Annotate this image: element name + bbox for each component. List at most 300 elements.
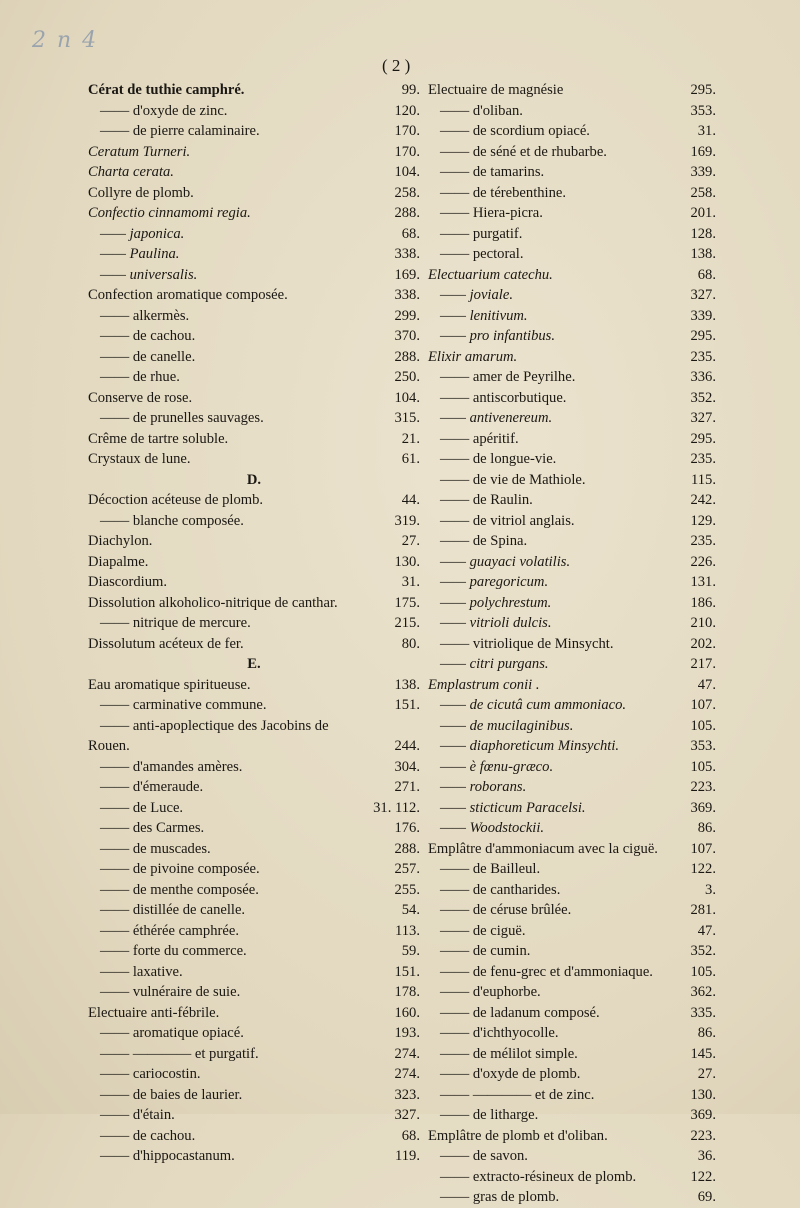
- index-entry: [428, 552, 716, 573]
- entry-title: —— nitrique de mercure.: [100, 615, 251, 631]
- index-entry: [428, 224, 716, 245]
- entry-page-ref: 274.: [394, 1045, 420, 1062]
- index-entry: [428, 183, 716, 204]
- entry-page-ref: 145.: [690, 1045, 716, 1062]
- index-entry: [88, 101, 420, 122]
- index-entry: [88, 839, 420, 860]
- index-entry: [88, 962, 420, 983]
- entry-title: —— pro infantibus.: [440, 328, 556, 344]
- entry-title: —— universalis.: [100, 266, 198, 283]
- index-entry: [428, 736, 716, 757]
- index-entry: [88, 1105, 420, 1126]
- entry-title: —— polychrestum.: [440, 594, 552, 611]
- index-entry: [88, 675, 420, 696]
- entry-title: —— de mélilot simple.: [440, 1045, 578, 1062]
- entry-title: Rouen.: [88, 738, 130, 754]
- entry-title: —— joviale.: [440, 287, 513, 303]
- index-entry: [428, 1064, 716, 1085]
- entry-title: E.: [247, 656, 261, 672]
- entry-title: Charta cerata.: [88, 164, 174, 180]
- entry-page-ref: 255.: [394, 881, 420, 898]
- entry-title: —— apéritif.: [440, 430, 519, 447]
- entry-page-ref: 3.: [705, 881, 716, 898]
- entry-page-ref: 170.: [394, 123, 420, 139]
- entry-page-ref: 295.: [690, 430, 716, 447]
- entry-title: —— d'étain.: [100, 1107, 175, 1123]
- index-entry: [428, 1126, 716, 1147]
- entry-title: —— de scordium opiacé.: [440, 123, 590, 139]
- corner-handwritten-mark: 2 n 4: [32, 28, 99, 53]
- entry-title: —— de ciguë.: [440, 922, 526, 939]
- index-entry: [88, 203, 420, 224]
- entry-page-ref: 104.: [394, 389, 420, 406]
- index-entry: [88, 80, 420, 101]
- entry-page-ref: 186.: [690, 594, 716, 611]
- index-entry: [88, 552, 420, 573]
- index-entry: [428, 859, 716, 880]
- entry-title: —— de céruse brûlée.: [440, 902, 572, 918]
- entry-title: —— des Carmes.: [100, 820, 205, 836]
- entry-title: Electuaire de magnésie: [428, 82, 564, 98]
- entry-title: —— amer de Peyrilhe.: [440, 369, 576, 385]
- entry-title: —— distillée de canelle.: [100, 902, 246, 918]
- entry-title: Confection aromatique composée.: [88, 287, 288, 303]
- entry-page-ref: 370.: [394, 328, 420, 344]
- entry-page-ref: 338.: [394, 246, 420, 262]
- entry-page-ref: 68.: [401, 225, 420, 242]
- index-entry: [428, 408, 716, 429]
- index-entry: [428, 1105, 716, 1126]
- index-entry: [88, 388, 420, 409]
- entry-title: Crême de tartre soluble.: [88, 430, 229, 447]
- index-entry: [88, 367, 420, 388]
- index-entry: [428, 244, 716, 265]
- index-entry: [88, 1023, 420, 1044]
- index-entry: [428, 818, 716, 839]
- entry-title: —— de fenu-grec et d'ammoniaque.: [440, 963, 653, 980]
- index-entry: [428, 613, 716, 634]
- index-entry: [428, 716, 716, 737]
- entry-title: —— de pivoine composée.: [100, 861, 260, 877]
- entry-title: Dissolutum acéteux de fer.: [88, 635, 244, 652]
- entry-page-ref: 44.: [401, 492, 420, 508]
- entry-title: Confectio cinnamomi regia.: [88, 205, 251, 221]
- entry-title: —— Woodstockii.: [440, 820, 545, 836]
- entry-title: —— cariocostin.: [100, 1066, 201, 1082]
- entry-page-ref: 31. 112.: [373, 799, 420, 816]
- entry-title: Diapalme.: [88, 553, 149, 570]
- entry-page-ref: 54.: [401, 902, 420, 918]
- entry-title: —— d'oxyde de zinc.: [100, 102, 228, 119]
- entry-page-ref: 131.: [690, 574, 716, 590]
- index-entry: [88, 859, 420, 880]
- entry-page-ref: 352.: [690, 389, 716, 406]
- entry-page-ref: 80.: [401, 635, 420, 652]
- index-entry: [428, 1167, 716, 1188]
- entry-title: —— de cachou.: [100, 1127, 196, 1144]
- index-entry: [88, 695, 420, 716]
- entry-page-ref: 47.: [697, 922, 716, 939]
- entry-page-ref: 201.: [690, 205, 716, 221]
- entry-page-ref: 369.: [690, 1107, 716, 1123]
- entry-title: —— pectoral.: [440, 246, 524, 262]
- index-entry: [428, 121, 716, 142]
- index-entry: [428, 490, 716, 511]
- entry-page-ref: 169.: [394, 266, 420, 283]
- entry-page-ref: 151.: [394, 697, 420, 713]
- index-entry: [88, 572, 420, 593]
- index-entry: [428, 634, 716, 655]
- index-entry: [88, 1146, 420, 1167]
- entry-title: —— diaphoreticum Minsychti.: [440, 738, 620, 754]
- entry-title: —— d'amandes amères.: [100, 758, 243, 775]
- entry-page-ref: 128.: [690, 225, 716, 242]
- entry-page-ref: 129.: [690, 512, 716, 529]
- entry-page-ref: 327.: [690, 287, 716, 303]
- entry-title: —— d'émeraude.: [100, 779, 204, 795]
- entry-title: —— Paulina.: [100, 246, 180, 262]
- entry-page-ref: 223.: [690, 1127, 716, 1144]
- entry-page-ref: 175.: [394, 594, 420, 611]
- index-entry: [428, 962, 716, 983]
- entry-page-ref: 299.: [394, 307, 420, 324]
- entry-title: Electuarium catechu.: [428, 266, 553, 283]
- index-column-left: [88, 80, 420, 1167]
- entry-page-ref: 130.: [394, 553, 420, 570]
- index-entry: [88, 921, 420, 942]
- index-entry: [428, 306, 716, 327]
- entry-title: Ceratum Turneri.: [88, 143, 191, 160]
- section-letter: [88, 654, 420, 675]
- index-entry: [428, 1044, 716, 1065]
- index-entry: [88, 982, 420, 1003]
- entry-page-ref: 304.: [394, 758, 420, 775]
- index-entry: [88, 142, 420, 163]
- index-entry: [88, 490, 420, 511]
- entry-page-ref: 105.: [690, 963, 716, 980]
- index-entry: [428, 347, 716, 368]
- index-entry: [88, 1044, 420, 1065]
- entry-title: —— d'euphorbe.: [440, 984, 541, 1000]
- entry-page-ref: 226.: [690, 553, 716, 570]
- entry-title: —— de baies de laurier.: [100, 1086, 243, 1103]
- entry-page-ref: 353.: [690, 102, 716, 119]
- entry-title: —— d'ichthyocolle.: [440, 1025, 559, 1041]
- page-number: ( 2 ): [382, 56, 411, 75]
- entry-page-ref: 105.: [690, 758, 716, 775]
- entry-page-ref: 223.: [690, 779, 716, 795]
- entry-page-ref: 119.: [395, 1148, 420, 1164]
- entry-title: —— de rhue.: [100, 369, 180, 385]
- index-entry: [428, 203, 716, 224]
- entry-page-ref: 138.: [394, 676, 420, 693]
- section-letter: [88, 470, 420, 491]
- entry-page-ref: 369.: [690, 799, 716, 816]
- entry-page-ref: 271.: [394, 779, 420, 795]
- entry-page-ref: 86.: [697, 1025, 716, 1041]
- entry-page-ref: 61.: [401, 451, 420, 467]
- entry-title: —— japonica.: [100, 225, 185, 242]
- index-entry: [88, 593, 420, 614]
- index-entry: [88, 531, 420, 552]
- entry-title: —— aromatique opiacé.: [100, 1025, 244, 1041]
- entry-title: —— paregoricum.: [440, 574, 549, 590]
- index-entry: [428, 511, 716, 532]
- entry-page-ref: 68.: [401, 1127, 420, 1144]
- entry-title: —— de canelle.: [100, 348, 196, 365]
- index-entry: [428, 1023, 716, 1044]
- entry-page-ref: 323.: [394, 1086, 420, 1103]
- entry-title: Emplâtre de plomb et d'oliban.: [428, 1127, 608, 1144]
- index-entry: [428, 695, 716, 716]
- index-entry: [88, 224, 420, 245]
- entry-page-ref: 327.: [394, 1107, 420, 1123]
- entry-title: —— de savon.: [440, 1148, 528, 1164]
- entry-page-ref: 202.: [690, 635, 716, 652]
- entry-title: —— vulnéraire de suie.: [100, 984, 241, 1000]
- entry-page-ref: 281.: [690, 902, 716, 918]
- entry-page-ref: 339.: [690, 307, 716, 324]
- entry-title: —— ———— et purgatif.: [100, 1045, 259, 1062]
- index-entry: [88, 716, 420, 737]
- index-entry: [428, 593, 716, 614]
- index-entry: [428, 1085, 716, 1106]
- entry-page-ref: 235.: [690, 348, 716, 365]
- index-entry: [88, 511, 420, 532]
- index-entry: [428, 777, 716, 798]
- index-entry: [88, 244, 420, 265]
- entry-title: —— d'hippocastanum.: [100, 1148, 235, 1164]
- index-entry: [428, 470, 716, 491]
- entry-title: —— anti-apoplectique des Jacobins de: [100, 717, 329, 734]
- entry-page-ref: 99.: [401, 82, 420, 98]
- entry-title: —— de menthe composée.: [100, 881, 259, 898]
- entry-page-ref: 160.: [394, 1004, 420, 1021]
- index-entry: [428, 326, 716, 347]
- entry-title: Collyre de plomb.: [88, 184, 194, 201]
- entry-title: —— de litharge.: [440, 1107, 539, 1123]
- entry-page-ref: 47.: [697, 676, 716, 693]
- index-entry: [88, 326, 420, 347]
- entry-page-ref: 257.: [394, 861, 420, 877]
- entry-title: —— de vie de Mathiole.: [440, 471, 586, 488]
- entry-page-ref: 151.: [394, 963, 420, 980]
- entry-title: —— de cantharides.: [440, 881, 561, 898]
- entry-title: —— de Luce.: [100, 799, 184, 816]
- index-entry: [88, 941, 420, 962]
- entry-page-ref: 104.: [394, 164, 420, 180]
- entry-page-ref: 327.: [690, 410, 716, 426]
- entry-title: —— antiscorbutique.: [440, 389, 567, 406]
- entry-page-ref: 244.: [394, 738, 420, 754]
- entry-title: Elixir amarum.: [428, 348, 518, 365]
- entry-page-ref: 336.: [690, 369, 716, 385]
- entry-title: Eau aromatique spiritueuse.: [88, 676, 251, 693]
- entry-title: —— de prunelles sauvages.: [100, 410, 264, 426]
- index-entry: [88, 449, 420, 470]
- entry-page-ref: 36.: [697, 1148, 716, 1164]
- entry-title: —— alkermès.: [100, 307, 190, 324]
- entry-title: —— è fœnu-græco.: [440, 758, 554, 775]
- index-entry: [88, 1003, 420, 1024]
- index-entry: [428, 798, 716, 819]
- index-entry: [428, 839, 716, 860]
- index-entry: [88, 183, 420, 204]
- index-entry: [428, 1187, 716, 1208]
- entry-title: —— extracto-résineux de plomb.: [440, 1168, 637, 1185]
- index-entry: [428, 757, 716, 778]
- entry-page-ref: 130.: [690, 1086, 716, 1103]
- index-entry: [88, 265, 420, 286]
- index-entry: [428, 449, 716, 470]
- index-entry: [88, 818, 420, 839]
- entry-page-ref: 210.: [690, 615, 716, 631]
- entry-page-ref: 258.: [690, 184, 716, 201]
- entry-title: —— de muscades.: [100, 840, 211, 857]
- entry-title: Dissolution alkoholico-nitrique de canthar.: [88, 594, 338, 611]
- entry-page-ref: 120.: [394, 102, 420, 119]
- entry-title: —— de Raulin.: [440, 492, 533, 508]
- entry-title: —— laxative.: [100, 963, 183, 980]
- entry-title: —— de tamarins.: [440, 164, 545, 180]
- index-entry: [88, 1064, 420, 1085]
- entry-title: —— antivenereum.: [440, 410, 553, 426]
- entry-title: —— d'oxyde de plomb.: [440, 1066, 581, 1082]
- index-entry: [88, 613, 420, 634]
- entry-title: —— de Spina.: [440, 533, 528, 549]
- entry-page-ref: 274.: [394, 1066, 420, 1082]
- entry-page-ref: 242.: [690, 492, 716, 508]
- entry-page-ref: 105.: [690, 717, 716, 734]
- entry-page-ref: 122.: [690, 1168, 716, 1185]
- entry-title: —— éthérée camphrée.: [100, 922, 239, 939]
- index-entry: [88, 347, 420, 368]
- index-entry: [88, 1126, 420, 1147]
- entry-title: Diachylon.: [88, 533, 153, 549]
- entry-page-ref: 288.: [394, 205, 420, 221]
- index-entry: [88, 880, 420, 901]
- entry-title: —— citri purgans.: [440, 656, 549, 672]
- entry-title: —— de cicutâ cum ammoniaco.: [440, 697, 627, 713]
- entry-title: —— roborans.: [440, 779, 527, 795]
- entry-title: Crystaux de lune.: [88, 451, 191, 467]
- entry-title: —— ———— et de zinc.: [440, 1086, 595, 1103]
- entry-page-ref: 21.: [401, 430, 420, 447]
- entry-page-ref: 86.: [697, 820, 716, 836]
- entry-title: —— sticticum Paracelsi.: [440, 799, 586, 816]
- index-entry: [428, 162, 716, 183]
- index-entry: [88, 900, 420, 921]
- entry-title: Cérat de tuthie camphré.: [88, 82, 245, 98]
- index-entry: [428, 80, 716, 101]
- index-entry: [428, 572, 716, 593]
- entry-title: —— carminative commune.: [100, 697, 267, 713]
- entry-page-ref: 295.: [690, 328, 716, 344]
- index-entry: [428, 388, 716, 409]
- index-entry: [428, 921, 716, 942]
- entry-page-ref: 353.: [690, 738, 716, 754]
- entry-page-ref: 335.: [690, 1004, 716, 1021]
- entry-page-ref: 295.: [690, 82, 716, 98]
- entry-page-ref: 362.: [690, 984, 716, 1000]
- entry-title: Electuaire anti-fébrile.: [88, 1004, 220, 1021]
- entry-title: —— de cachou.: [100, 328, 196, 344]
- entry-title: —— de térebenthine.: [440, 184, 567, 201]
- entry-page-ref: 31.: [401, 574, 420, 590]
- index-entry: [88, 1085, 420, 1106]
- entry-title: —— de Bailleul.: [440, 861, 541, 877]
- index-entry: [428, 675, 716, 696]
- entry-title: —— de ladanum composé.: [440, 1004, 600, 1021]
- entry-title: Emplastrum conii .: [428, 676, 540, 693]
- index-entry: [88, 634, 420, 655]
- entry-page-ref: 352.: [690, 943, 716, 959]
- entry-page-ref: 115.: [691, 471, 716, 488]
- entry-page-ref: 107.: [690, 697, 716, 713]
- index-entry: [428, 941, 716, 962]
- index-column-right: [428, 80, 716, 1208]
- index-entry: [88, 121, 420, 142]
- entry-title: Emplâtre d'ammoniacum avec la ciguë.: [428, 840, 658, 857]
- index-entry: [428, 982, 716, 1003]
- entry-page-ref: 315.: [394, 410, 420, 426]
- index-entry: [88, 285, 420, 306]
- index-entry: [428, 531, 716, 552]
- index-entry: [428, 265, 716, 286]
- entry-title: —— guayaci volatilis.: [440, 553, 571, 570]
- entry-title: —— de pierre calaminaire.: [100, 123, 260, 139]
- entry-title: Conserve de rose.: [88, 389, 193, 406]
- index-entry: [428, 367, 716, 388]
- entry-page-ref: 217.: [690, 656, 716, 672]
- entry-page-ref: 250.: [394, 369, 420, 385]
- index-entry: [428, 1003, 716, 1024]
- index-entry: [428, 1146, 716, 1167]
- entry-page-ref: 338.: [394, 287, 420, 303]
- index-entry: [428, 101, 716, 122]
- entry-title: —— de vitriol anglais.: [440, 512, 575, 529]
- entry-title: —— forte du commerce.: [100, 943, 247, 959]
- entry-title: —— vitrioli dulcis.: [440, 615, 552, 631]
- entry-page-ref: 138.: [690, 246, 716, 262]
- entry-page-ref: 178.: [394, 984, 420, 1000]
- index-entry: [428, 900, 716, 921]
- entry-title: Décoction acéteuse de plomb.: [88, 492, 264, 508]
- index-entry: [88, 736, 420, 757]
- entry-title: —— purgatif.: [440, 225, 523, 242]
- entry-page-ref: 288.: [394, 840, 420, 857]
- entry-title: D.: [246, 471, 262, 488]
- entry-page-ref: 339.: [690, 164, 716, 180]
- entry-title: —— d'oliban.: [440, 102, 523, 119]
- entry-page-ref: 235.: [690, 533, 716, 549]
- entry-page-ref: 122.: [690, 861, 716, 877]
- index-entry: [88, 777, 420, 798]
- entry-page-ref: 288.: [394, 348, 420, 365]
- entry-page-ref: 319.: [394, 512, 420, 529]
- entry-title: —— Hiera-picra.: [440, 205, 543, 221]
- entry-page-ref: 170.: [394, 143, 420, 160]
- index-entry: [428, 880, 716, 901]
- entry-title: —— vitriolique de Minsycht.: [440, 635, 614, 652]
- entry-title: Diascordium.: [88, 574, 168, 590]
- index-entry: [428, 285, 716, 306]
- index-entry: [88, 162, 420, 183]
- entry-page-ref: 258.: [394, 184, 420, 201]
- index-entry: [88, 306, 420, 327]
- entry-title: —— lenitivum.: [440, 307, 528, 324]
- index-entry: [428, 429, 716, 450]
